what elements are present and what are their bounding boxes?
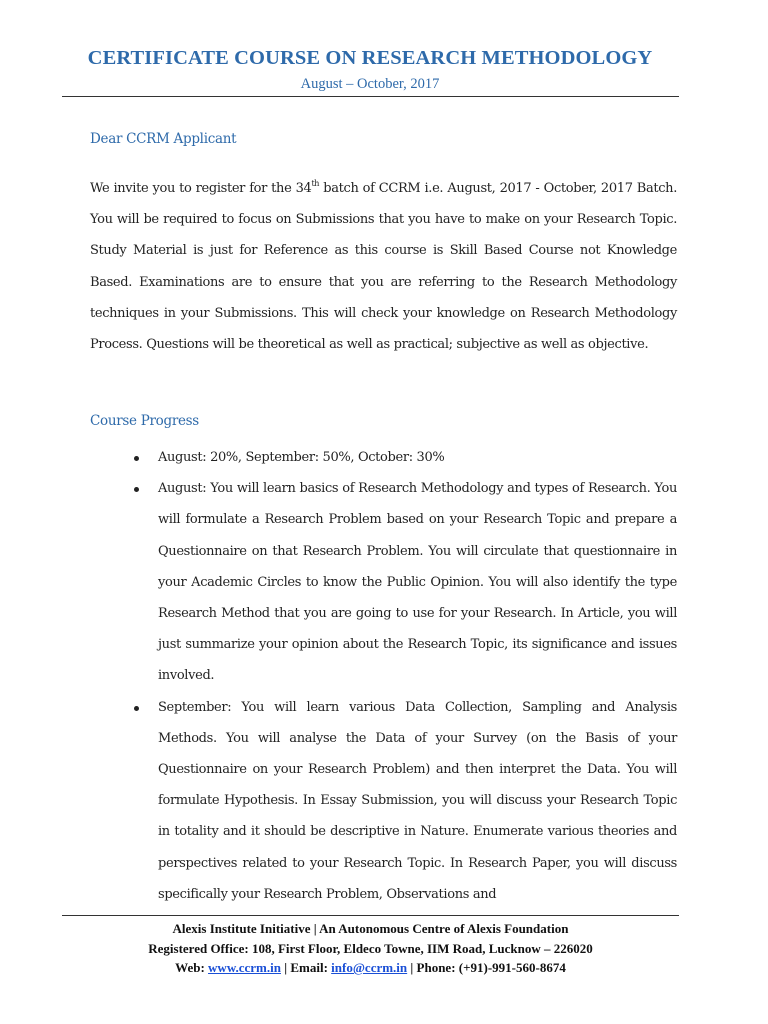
- list-item-text: August: You will learn basics of Research Methodology and types of Research. You will formulate a Research Problem based on your Research Topic and prepare a Questionnaire on that Research Problem. You will circulate that questionnaire in your Academic Circles to know the Public Opinion. You will also identify the type Research Method that you are going to use for your Research. In Article, you will just summarize your opinion about the Research Topic, its significance and issues involved.: [158, 481, 677, 684]
- footer-divider: [62, 915, 679, 916]
- section-heading-course-progress: Course Progress: [90, 413, 199, 429]
- web-label: Web:: [175, 960, 209, 975]
- website-link[interactable]: www.ccrm.in: [208, 960, 281, 975]
- list-item: [0, 473, 768, 691]
- list-item: [0, 692, 768, 910]
- document-subtitle: August – October, 2017: [300, 76, 440, 92]
- email-link[interactable]: info@ccrm.in: [331, 960, 408, 975]
- bullet-icon: [134, 706, 139, 711]
- footer-line-address: Registered Office: 108, First Floor, Eldeco Towne, IIM Road, Lucknow – 226020: [148, 940, 593, 956]
- page-footer: [62, 919, 679, 978]
- footer-line-organization: Alexis Institute Initiative | An Autonomous Centre of Alexis Foundation: [172, 921, 569, 936]
- bullet-icon: [134, 487, 139, 492]
- greeting: Dear CCRM Applicant: [90, 131, 237, 147]
- list-item: [0, 442, 768, 473]
- intro-text-rest: batch of CCRM i.e. August, 2017 - October, 2017 Batch. You will be required to focus on Submissions that you have to make on your Research Topic. Study Material is just for Reference as this course is Skill Based Course not Knowledge Based. Examinations are to ensure that you are referring to the Research Methodology techniques in your Submissions. This will check your knowledge on Research Methodology Process. Questions will be theoretical as well as practical; subjective as well as objective.: [90, 181, 677, 353]
- phone-text: | Phone: (+91)-991-560-8674: [407, 960, 566, 975]
- progress-list: [0, 442, 768, 910]
- list-item-text: September: You will learn various Data Collection, Sampling and Analysis Methods. You will analyse the Data of your Survey (on the Basis of your Questionnaire on your Research Problem) and then interpret the Data. You will formulate Hypothesis. In Essay Submission, you will discuss your Research Topic in totality and it should be descriptive in Nature. Enumerate various theories and perspectives related to your Research Topic. In Research Paper, you will discuss specifically your Research Problem, Observations and: [158, 699, 677, 902]
- footer-line-contact: [62, 958, 679, 978]
- list-item-text: August: 20%, September: 50%, October: 30%: [158, 450, 445, 465]
- intro-text-start: We invite you to register for the 34: [90, 181, 312, 196]
- bullet-icon: [134, 456, 139, 461]
- ordinal-suffix: th: [311, 179, 320, 188]
- intro-paragraph: [90, 173, 677, 360]
- header-divider: [62, 96, 679, 97]
- document-title: CERTIFICATE COURSE ON RESEARCH METHODOLOGY: [87, 47, 653, 69]
- email-label: | Email:: [280, 960, 332, 975]
